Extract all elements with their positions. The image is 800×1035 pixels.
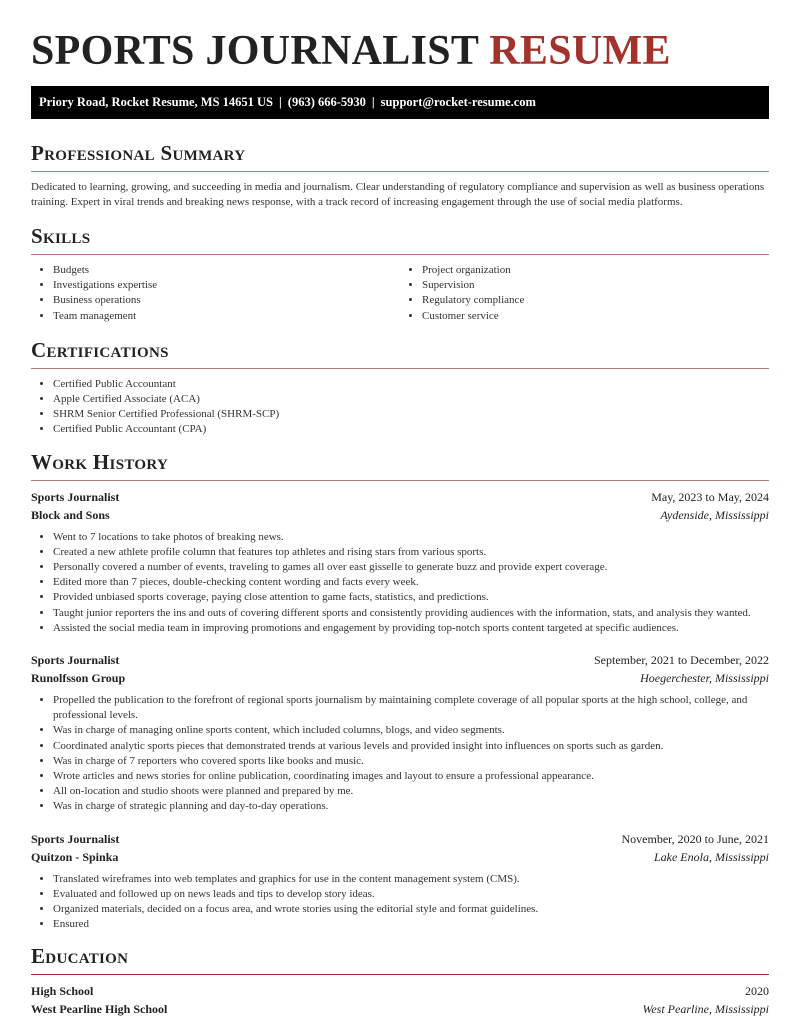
job-subheader <box>31 669 769 687</box>
work-history-section <box>31 450 769 933</box>
job-dates: May, 2023 to May, 2024 <box>651 489 769 504</box>
job-entry <box>31 651 769 815</box>
job-bullets <box>31 530 769 636</box>
job-bullet: • Personally covered a number of events, traveling to games all over east gisselle to generate buzz and provide expert coverage. <box>53 560 769 575</box>
job-bullet: • Propelled the publication to the forefront of regional sports journalism by maintaining complete coverage of all popular sports at the high school, college, and professional levels. <box>53 693 769 723</box>
job-bullet: • Evaluated and followed up on news leads and tips to develop story ideas. <box>53 887 769 902</box>
education-year: 2020 <box>745 984 769 999</box>
job-bullet: • Taught junior reporters the ins and outs of covering different sports and consistently providing audiences with the information, stats, and analysis they wanted. <box>53 606 769 621</box>
job-bullet: • Was in charge of strategic planning and day-to-day operations. <box>53 799 769 814</box>
job-bullets <box>31 872 769 933</box>
job-header <box>31 488 769 506</box>
skills-columns <box>31 263 769 324</box>
section-divider <box>31 254 769 255</box>
section-divider <box>31 480 769 481</box>
job-bullet: • Created a new athlete profile column that features top athletes and rising stars from various sports. <box>53 545 769 560</box>
certification-item: • Certified Public Accountant (CPA) <box>53 422 769 437</box>
job-subheader <box>31 848 769 866</box>
job-title: Sports Journalist <box>31 653 120 668</box>
job-bullet: • Edited more than 7 pieces, double-checking content wording and facts every week. <box>53 575 769 590</box>
education-section <box>31 944 769 1018</box>
separator: | <box>279 95 282 109</box>
job-bullet: • Was in charge of managing online sports content, which included columns, blogs, and video segments. <box>53 723 769 738</box>
section-divider <box>31 974 769 975</box>
education-location: West Pearline, Mississippi <box>642 1002 769 1017</box>
section-heading: Work History <box>31 449 169 474</box>
education-entry <box>31 982 769 1018</box>
job-header <box>31 830 769 848</box>
education-subheader <box>31 1000 769 1018</box>
skill-item: • Supervision <box>422 278 769 293</box>
section-heading: Skills <box>31 224 91 248</box>
job-bullet: • Ensured <box>53 917 769 932</box>
job-bullet: • Translated wireframes into web templates and graphics for use in the content management system (CMS). <box>53 872 769 887</box>
job-bullet: • Wrote articles and news stories for online publication, coordinating images and layout to ensure a professional appearance. <box>53 769 769 784</box>
education-degree: High School <box>31 984 94 999</box>
certifications-section <box>31 338 769 438</box>
section-heading: Education <box>31 944 129 969</box>
job-company: Quitzon - Spinka <box>31 849 119 864</box>
section-heading: Professional Summary <box>31 141 246 165</box>
job-location: Hoegerchester, Mississippi <box>640 671 769 686</box>
skills-section <box>31 224 769 324</box>
skills-list-left <box>31 263 400 324</box>
section-heading: Certifications <box>31 337 169 362</box>
skill-item: • Team management <box>53 309 400 324</box>
separator: | <box>371 95 375 109</box>
certifications-list <box>31 377 769 438</box>
job-title: Sports Journalist <box>31 489 120 504</box>
resume-title <box>31 0 769 74</box>
title-main: SPORTS JOURNALIST <box>31 28 479 74</box>
job-dates: September, 2021 to December, 2022 <box>594 653 769 668</box>
summary-text: Dedicated to learning, growing, and succeeding in media and journalism. Clear understanding of regulatory compliance and supervision as well as business operations training. Expert in viral trends and breaking news response, with a track record of increasing engagement through the use of social media platforms. <box>31 181 765 208</box>
title-accent: RESUME <box>489 28 671 74</box>
skill-item: • Regulatory compliance <box>422 293 769 308</box>
skill-item: • Customer service <box>422 309 769 324</box>
education-header <box>31 982 769 1000</box>
job-title: Sports Journalist <box>31 831 120 846</box>
skill-item: • Project organization <box>422 263 769 278</box>
job-bullet: • All on-location and studio shoots were planned and prepared by me. <box>53 784 769 799</box>
job-company: Runolfsson Group <box>31 671 126 686</box>
job-entry <box>31 830 769 933</box>
job-company: Block and Sons <box>31 507 110 522</box>
skills-list-right <box>400 263 769 324</box>
job-location: Lake Enola, Mississippi <box>653 849 769 864</box>
job-bullet: • Provided unbiased sports coverage, paying close attention to game facts, statistics, and predictions. <box>53 590 769 605</box>
job-location: Aydenside, Mississippi <box>660 507 769 522</box>
skill-item: • Budgets <box>53 263 400 278</box>
skill-item: • Business operations <box>53 293 400 308</box>
job-bullet: • Organized materials, decided on a focus area, and wrote stories using the editorial style and format guidelines. <box>53 902 769 917</box>
job-bullet: • Was in charge of 7 reporters who covered sports like books and music. <box>53 754 769 769</box>
job-entry <box>31 488 769 636</box>
section-divider <box>31 171 769 172</box>
certification-item: • Apple Certified Associate (ACA) <box>53 392 769 407</box>
education-school: West Pearline High School <box>31 1002 168 1017</box>
contact-address: Priory Road, Rocket Resume, MS 14651 US <box>39 95 274 109</box>
job-bullet: • Coordinated analytic sports pieces that demonstrated trends at various levels and provided insight into influences on sports such as garden. <box>53 739 769 754</box>
job-bullets <box>31 693 769 815</box>
certification-item: • SHRM Senior Certified Professional (SHRM-SCP) <box>53 407 769 422</box>
job-header <box>31 651 769 669</box>
job-dates: November, 2020 to June, 2021 <box>621 831 769 846</box>
job-bullet: • Went to 7 locations to take photos of breaking news. <box>53 530 769 545</box>
job-bullet: • Assisted the social media team in improving promotions and engagement by providing top-notch sports content targeted at specific audiences. <box>53 621 769 636</box>
contact-email[interactable]: support@rocket-resume.com <box>380 95 536 109</box>
section-divider <box>31 368 769 369</box>
certification-item: • Certified Public Accountant <box>53 377 769 392</box>
contact-bar <box>31 86 769 119</box>
summary-section <box>31 141 769 210</box>
skill-item: • Investigations expertise <box>53 278 400 293</box>
contact-phone: (963) 666-5930 <box>287 95 366 109</box>
job-subheader <box>31 506 769 524</box>
